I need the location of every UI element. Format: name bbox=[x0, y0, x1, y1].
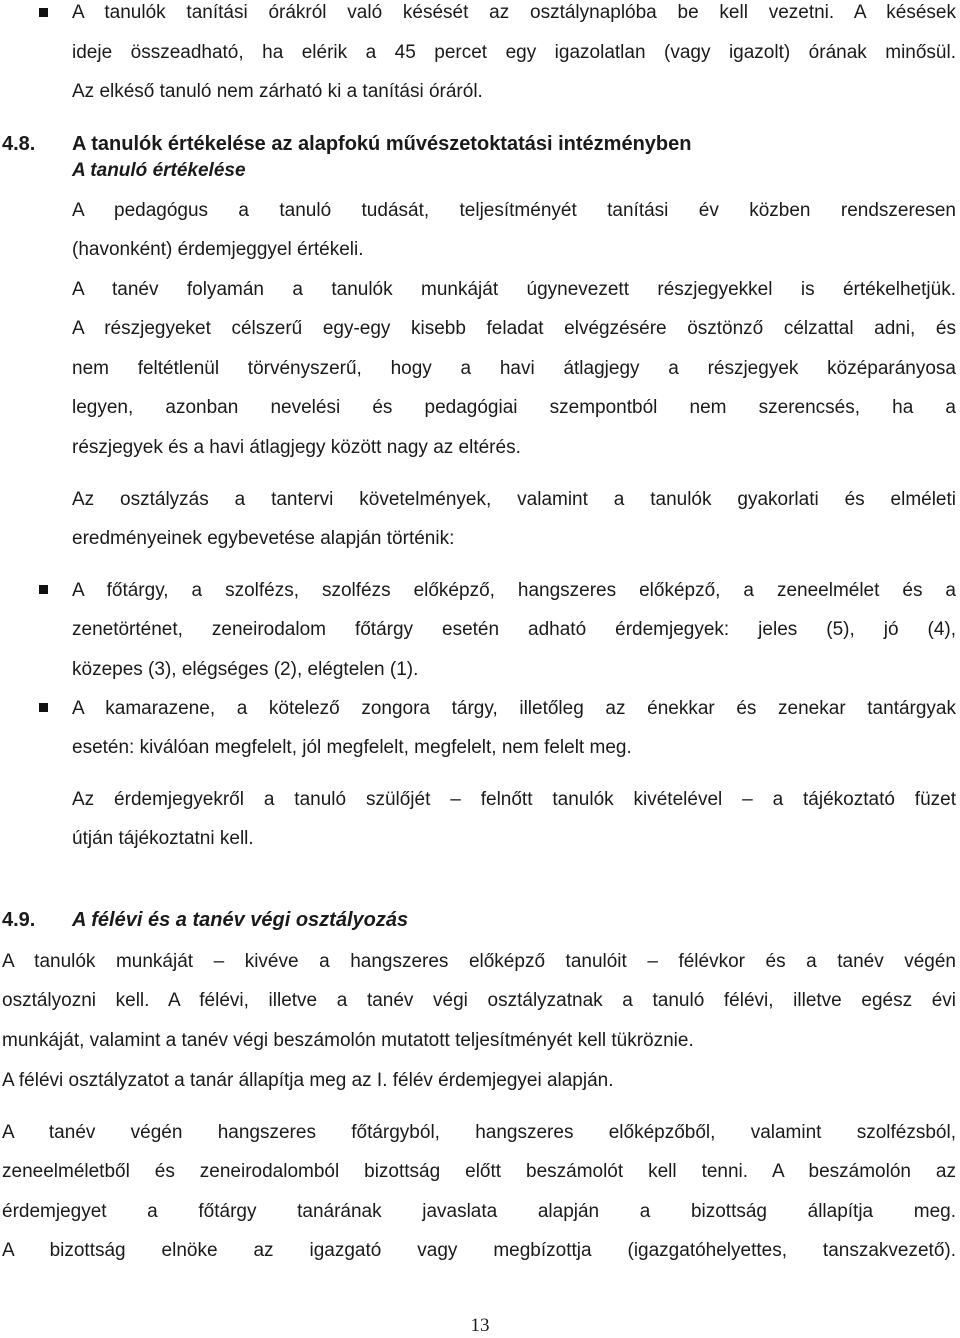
text-line: legyen, azonban nevelési és pedagógiai szempontból nem szerencsés, ha a bbox=[72, 397, 956, 418]
text-line: A tanév folyamán a tanulók munkáját úgynevezett részjegyekkel is értékelhetjük. bbox=[72, 279, 956, 300]
text-line: Az érdemjegyekről a tanuló szülőjét – felnőtt tanulók kivételével – a tájékoztató füzet bbox=[72, 789, 956, 810]
bullet-marker bbox=[39, 585, 48, 594]
text-line: részjegyek és a havi átlagjegy között nagy az eltérés. bbox=[72, 437, 521, 458]
page-number: 13 bbox=[470, 1315, 490, 1336]
text-line: A kamarazene, a kötelező zongora tárgy, illetőleg az énekkar és zenekar tantárgyak bbox=[72, 698, 956, 719]
text-line: A részjegyeket célszerű egy-egy kisebb feladat elvégzésére ösztönző célzattal adni, és bbox=[72, 318, 956, 339]
section-subtitle: A tanuló értékelése bbox=[72, 160, 246, 181]
text-line: Az elkéső tanuló nem zárható ki a tanítási óráról. bbox=[72, 81, 483, 102]
bullet-marker bbox=[39, 8, 48, 17]
text-line: A főtárgy, a szolfézs, szolfézs előképző, hangszeres előképző, a zeneelmélet és a bbox=[72, 580, 956, 601]
text-line: esetén: kiválóan megfelelt, jól megfelelt, megfelelt, nem felelt meg. bbox=[72, 737, 632, 758]
text-line: érdemjegyet a főtárgy tanárának javaslata alapján a bizottság állapítja meg. bbox=[2, 1201, 956, 1222]
bullet-marker bbox=[39, 703, 48, 712]
text-line: A tanulók tanítási órákról való késését az osztálynaplóba be kell vezetni. A késések bbox=[72, 2, 956, 23]
text-line: munkáját, valamint a tanév végi beszámolón mutatott teljesítményét kell tükröznie. bbox=[2, 1030, 694, 1051]
section-number: 4.8. bbox=[2, 133, 36, 155]
text-line: zeneelméletből és zeneirodalomból bizottság előtt beszámolót kell tenni. A beszámolón az bbox=[2, 1161, 956, 1182]
text-line: eredményeinek egybevetése alapján történik: bbox=[72, 528, 455, 549]
text-line: ideje összeadható, ha elérik a 45 percet egy igazolatlan (vagy igazolt) órának minősül. bbox=[72, 42, 956, 63]
text-line: A tanulók munkáját – kivéve a hangszeres előképző tanulóit – félévkor és a tanév végén bbox=[2, 951, 956, 972]
text-line: A bizottság elnöke az igazgató vagy megbízottja (igazgatóhelyettes, tanszakvezető). bbox=[2, 1240, 956, 1261]
section-title: A félévi és a tanév végi osztályozás bbox=[72, 909, 409, 931]
text-line: osztályozni kell. A félévi, illetve a tanév végi osztályzatnak a tanuló félévi, illetve egész évi bbox=[2, 990, 956, 1011]
text-line: zenetörténet, zeneirodalom főtárgy esetén adható érdemjegyek: jeles (5), jó (4), bbox=[72, 619, 956, 640]
text-line: nem feltétlenül törvényszerű, hogy a havi átlagjegy a részjegyek középarányosa bbox=[72, 358, 956, 379]
section-title: A tanulók értékelése az alapfokú művészetoktatási intézményben bbox=[72, 133, 692, 155]
text-line: közepes (3), elégséges (2), elégtelen (1). bbox=[72, 659, 419, 680]
section-number: 4.9. bbox=[2, 909, 36, 931]
text-line: A félévi osztályzatot a tanár állapítja meg az I. félév érdemjegyei alapján. bbox=[2, 1070, 614, 1091]
text-line: Az osztályzás a tantervi követelmények, valamint a tanulók gyakorlati és elméleti bbox=[72, 489, 956, 510]
text-line: útján tájékoztatni kell. bbox=[72, 828, 254, 849]
text-line: A tanév végén hangszeres főtárgyból, hangszeres előképzőből, valamint szolfézsból, bbox=[2, 1122, 956, 1143]
text-line: A pedagógus a tanuló tudását, teljesítményét tanítási év közben rendszeresen bbox=[72, 200, 956, 221]
text-line: (havonként) érdemjeggyel értékeli. bbox=[72, 239, 364, 260]
